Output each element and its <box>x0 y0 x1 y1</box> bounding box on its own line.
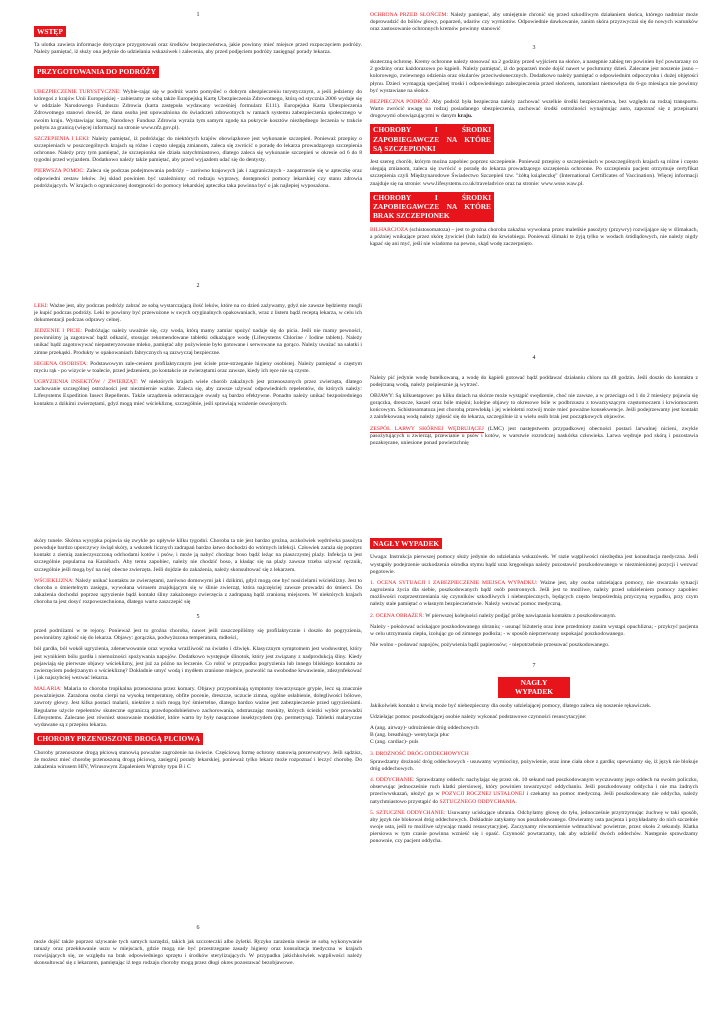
krew-paragraph: Jakikolwiek kontakt z krwią może być niebezpieczny dla osoby udzielającej pomocy, dlatego zaleca się noszenie rękawiczek. <box>370 702 652 709</box>
choroby-plciowe-paragraph: Choroby przenoszone drogą płciową stanowią poważne zagrożenie na świecie. Częściową formę ochrony stanowią prezerwatywy. Jeśli sądzisz, że możesz mieć chorobę przenoszoną drogą płciową, zasięgnij porady lekarskiej, ponieważ tylko lekarz może rozpoznać i leczyć chorobę. Do zakażenia wirusem HIV, Wirusowym Zapaleniem Wątroby typu B i C <box>34 749 362 770</box>
leki-lead: LEKI: <box>34 302 49 309</box>
ugryzienia-text: W niektórych krajach wiele chorób zakaźnych jest przenoszonych przez zwierzęta, dlatego zachowanie szczególnej ostrożności jest niezmiernie ważne. Zaleca się, aby zawsze używać odpowiednich repelentów, do których należy: Lifesystems Expedition Insect Repellents. Także urządzenia odstraszające owady są bardzo efektywne. Ponadto należy unikać bezpośredniego kontaktu z dzikimi zwierzętami, gdyż mogą mieć wściekliznę, szczególnie, jeśli sprawiają wrażenie oswojonych. <box>34 379 362 407</box>
abc-b: B (ang. breathing)- wentylacja płuc <box>370 732 450 739</box>
malaria-lead: MALARIA: <box>34 686 62 693</box>
nalezy-paragraph: Należy - położować uciskające poszkodowanego ubraniu; - usunąć biżuterię oraz inne przedmioty zanim wystąpi opuchlizna; - przykryć pacjenta w celu utrzymania ciepła, izolując go od zimnego podłoża; - w sposób nieprzerwany uspokajać poszkodowanego. <box>370 623 698 637</box>
resuscytacja-paragraph: Udzielając pomoc poszkodującej osobie należy wykonać podstawowe czynności resuscytacyjne: <box>370 713 587 720</box>
section-heading-nagly-wypadek: NAGŁY WYPADEK <box>370 538 442 549</box>
malaria-paragraph <box>34 686 362 729</box>
abc-list <box>370 725 698 746</box>
malaria-text: Malaria to choroba tropikalna przenoszona przez komary. Objawy przypominają symptomy towarzyszące grypie, lecz są znacznie poważniejsze. Zarażona osoba cierpi na wysoką temperaturę, obfite pocenie, dreszcze, uczucie zimna, ogólne osłabienie, dolegliwości bólowe, zawroty głowy. Jest kilka postaci malarii, niektóre z nich mogą być śmiertelne, dlatego bardzo ważne jest zabezpieczenie przed ugryzieniami. Regularne użycie repelentów skuteczne ograniczą prawdopodobieństwo zachorowania, odstraszając moskity, których ścieżki wybór prowadzi Lifesystems. Zalecane jest również stosowanie moskitier, które warto by były nasączone insektycydem (np. permetryną). Tabletki malaryczne wydawane są z przepisu lekarza. <box>34 686 362 728</box>
section-heading-przygotowania: PRZYGOTOWANIA DO PODRÓŻY <box>34 66 159 77</box>
bezpieczna-podroz-text: Aby podróż była bezpieczna należy zachować wszelkie środki bezpieczeństwa, bez względu na rodzaj transportu. Warto zwrócić uwagę na rodzaj posiadanego ubezpieczenia, zachować środki ostrożności wynajmując auto, zapoznać się z przepisami drogowymi obowiązującymi w danym <box>370 98 698 120</box>
section-heading-wstep: WSTĘP <box>34 26 66 37</box>
wscieklizna-lead: WŚCIEKLIZNA: <box>34 577 74 584</box>
higiena-text: Podstawowym zale-ceniem profilaktycznym jest ścisłe prze-strzeganie higieny osobistej. Należy pamiętać o częstym myciu rąk - po wizycie w toalecie, przed jedzeniem, po kontakcie ze zwierzętami oraz zawsze, kiedy ich ręce nie są czyste. <box>34 360 362 374</box>
pierwsza-pomoc-lead: PIERWSZA POMOC: <box>34 168 85 175</box>
page-number: 3 <box>532 45 536 52</box>
ugryzienia-paragraph <box>34 379 362 408</box>
zespol-larwy-lead: ZESPÓŁ LARWY SKÓRNEJ WĘDRUJĄCEJ <box>370 425 484 432</box>
narzedzia-paragraph: może dojść także poprzez używanie tych samych narzędzi, takich jak szczoteczki albo żyletki. Ryzyko zarażenia niesie ze sobą wykonywanie tatuaży oraz przekłuwanie uszu w miejscach, gdzie mogą nie być przestrzegane zasady higieny oraz konsultacja medyczna w krajach rozwijających się, ze względu na brak odpowiedniego sprzętu i środków sterylizujących. W przypadku jakichkolwiek wątpliwości należy skonsultować się z lekarzem, pamiętając iż tego rodzaju choroby mogą przez długi okres pozostawać bezobjawowe. <box>34 938 362 967</box>
wscieklizna-paragraph <box>34 578 362 607</box>
oddychanie-text-1: Sprawdzamy oddech: nachylając się przez ok. 10 sekund nad poszkodowanym wyczuwamy jego oddech na swoim policzku, obserwując jednocześnie ruch klatki piersiowej, który powinien towarzyszyć oddychaniu. Jeśli poszkodowany oddycha i nie ma żadnych przeciwwskazań, ułożyć go w <box>370 777 699 798</box>
abc-c: C (ang. cardiac)- puls <box>370 739 419 746</box>
droznosc-heading: 3. DROŻNOŚĆ DRÓG ODDECHOWYCH <box>370 750 469 757</box>
skora-paragraph: skóry tunele. Skórna wysypka pojawia się zwykle po upływie kilku tygodni. Choroba ta nie jest bardzo groźna, aczkolwiek wędrówka pasożyta powoduje bardzo uporczywy świąd skóry, a wskutek licznych zadrapań bardzo łatwo dochodzi do wtórnych infekcji. Człowiek zaraża się poprzez kontakt z ziemią zanieczyszczoną odchodami kotów i psów, i może ją nabyć chodząc boso bądź leżąc na piaszczystej plaży. Infekcja ta jest szczególnie popularna na Karaibach. Aby temu zapobiec, należy nie chodzić boso, a kładąc się na plaży zawsze trzeba używać ręcznik, szczególnie jeśli mogą być na niej obecne zwierzęta. Jeśli dojdzie do zakażenia, należy skonsultować się z lekarzem. <box>34 538 362 573</box>
page-1 <box>34 12 362 194</box>
wscieklizna-cont-paragraph: przed podróżami w te rejony. Ponieważ jest to groźna choroba, nawet jeśli zaszczepiliśmy się profilaktycznie i doszło do pogryzienia, powinniśmy zgłosić się do lekarza. Objawy: gorączka, podwyższona temperatura, mdłości, <box>34 628 362 642</box>
ocena-obrazen-text: W pierwszej kolejności należy podjąć próbę nawiązania kontaktu z poszkodowanym. <box>423 612 617 619</box>
jedzenie-text: Podróżując należy uważnie się, czy woda, którą mamy zamiar spożyć nadaje się do picia. Jeśli nie mamy pewności, powinniśmy ją zagotować bądź odkazić, stosując rekomendowane tabletki odkażające wodę (Lifesystems Chlorine / Iodine tablets). Należy unikać bądź zagotowywać niepasteryzowane mleko, pamiętać aby pożywienie było gotowane i serwowane na gorąco. Należy uważać na sałatki i zimne przekąski. Produkty w opakowaniach fabrycznych są zazwyczaj bezpieczne. <box>34 328 362 356</box>
pierwsza-pomoc-paragraph <box>34 168 362 189</box>
uwaga-paragraph: Uwaga: Instrukcja pierwszej pomocy służy jedynie do udzielania wskazówek. W razie wątpliwości niezbędna jest konsultacja medyczna. Jeśli wystąpiły podejrzenie uszkodzenia ośrodka stymu bądź uraz kręgosłupa należy pozostawić poszkodowanego w niezmienionej pozycji i wezwać pogotowie. <box>370 554 698 575</box>
ubezpieczenie-text: Wybie-rając się w podróż warto pomyśleć o dobrym ubezpieczeniu turystycznym, a jeśli jedziemy do któregoś z krajów Unii Europejskiej - zabieramy ze sobą także Europejską Kartę Ubezpieczenia Zdrowotnego, którą od stycznia 2006 wydaje się w oddziale Narodowego Funduszu Zdrowia (karta zastępuła wydawany wcześniej formularz E111). Europejska Karta Ubezpieczenia Zdrowotnego stanowi dowód, że dana osoba jest upoważniona do świadczeń zdrowotnych w ramach systemu zabezpieczenia społecznego w swoim kraju. Wystawiając kartę, Narodowy Fundusz Zdrowia wyraża tym samym zgodę na pokrycie kosztów niezbędnego leczenia w trakcie pobytu za granicą (więcej informacji na stronie www.nfz.gov.pl). <box>34 88 362 131</box>
ochrona-paragraph <box>370 12 698 33</box>
szczepionki-paragraph: Jest szereg chorób, którym można zapobiec poprzez szczepienie. Ponieważ przepisy o szczepieniach w poszczególnych krajach są różne i często ulegają zmianom, zaleca się zwrócić o poradę do lekarza prowadzącego szczepienia ochronne. Po szczepieniu pacjent otrzymuje certyfikat szczepienia czyli Międzynarodowe Świadectwo Szczepień tzw. "żółtą książeczkę" (International Certificates of Vaccination). Więcej informacji znajduje się na stronie: www.lifesystems.co.uk/traveladvice oraz na stronie: www.wsse.waw.pl. <box>370 159 698 187</box>
page-number: 5 <box>196 614 200 621</box>
zespol-larwy-text: (LMC) jest następstwem przypadkowej obecności postaci larwalnej nicieni, zwykle pasożytujących u zwierząt, przewianie u psów i kotów, w warstwie rozrodczej naskórka człowieka. Larwa wędruje pod skórą i pozostawia pozakręcane, uniesione ponad powierzchnię <box>370 425 699 446</box>
ocena-obrazen-paragraph <box>370 613 698 620</box>
page-4 <box>370 355 698 451</box>
ochrona-text: Należy pamiętać, aby umiejętnie chronić się przed szkodliwym działaniem słońca, którego nadmiar może doprowadzić do bólów głowy, poparzeń, udarów czy wymiotów. Odpowiednie dawkowanie, zanim skóra przyzwyczai się do nowych warunków oraz zastosowanie ochronnych kremów powinny stanowić <box>370 12 698 33</box>
section-heading-nagly-wypadek-2: NAGŁY WYPADEK <box>498 677 570 698</box>
sun-paragraph: skuteczną ochronę. Kremy ochronne należy stosować na 2 godziny przed wyjściem na słońce, a następnie zabieg ten powinien być powtarzany co 2 godziny oraz każdorazowo po kąpieli. Należy pamiętać, iż do poparzeń może dojść nawet w pochmurny dzień. Zalecane jest noszenie jasno – kolorowego, zwiewnego odzienia oraz okularów przeciwsłonecznych. Dodatkowo należy pamiętać o odpowiednim odpoczynku i dużej objętości płynu. Dzieci wymagają specjalnej troski i odpowiedniego zabezpieczenia przed słońcem, natomiast niemowlęta do 6-go miesiąca nie powinny być wystawiane na słońce. <box>370 59 698 94</box>
nie-wolno-paragraph: Nie wolno - podawać napojów, pożywienia bądź papierosów; - niepotrzebnie przesuwać poszkodowanego. <box>370 642 610 649</box>
page-5 <box>34 538 362 775</box>
sztuczne-oddychanie-lead: 5. SZTUCZNE ODDYCHANIE: <box>370 809 446 816</box>
szczepienia-lead: SZCZEPIENIA I LEKI: <box>34 135 90 142</box>
higiena-paragraph <box>34 361 362 375</box>
pierwsza-pomoc-text: Zaleca się podczas podejmowania podróży – zarówno krajowych jak i zagranicznych - zaopatrzenie się w apteczkę oraz odpowiedni zestaw leków. Jej skład powinien być uzależniony od rodzaju wyprawy, dostępności pomocy lekarskiej czy stanu zdrowia podróżujących. W krajach o ograniczonej dostępności do pomocy lekarskiej apteczka taka powinna być o jak najlepiej wyposażona. <box>34 168 362 189</box>
ocena-sytuacji-text: Ważne jest, aby osoba udzielająca pomocy, nie stwarzała sytuacji zagrożenia życia dla siebie, poszkodowanych bądź osób postronnych. Jeśli jest to możliwe, należy przed udzieleniem pomocy zapobiec możliwości rozprzestrzeniania się czynników szkodliwych i niebezpiecznych, będących często bezpośrednią przyczyną wypadku, przy czym należy stale pamiętać o własnym bezpieczeństwie. Należy wezwać pomoc medyczną. <box>370 579 698 608</box>
woda-paragraph: Należy pić jedynie wodę butelkowaną, a wodę do kąpieli gotować bądź poddawać działaniu chloru na 48 godzin. Jeśli doszło do kontaktu z podejrzaną wodą, należy pośpiesznie ją wytrzeć. <box>370 374 698 388</box>
objawy-wscieklizny-paragraph: ból gardła, ból wokół ugryzienia, zdenerwowanie oraz wysoka wrażliwość na światło i dźwięk. Klasycznym symptomem jest wodowstręt, który jest wynikiem bólu gardła i niemożności spożywania napojów. Dodatkowo występuje ślinotok, który jest związany z nadprodukcją śliny. Kiedy pojawiają się pierwsze objawy wścieklizny, jest już za późno na leczenie. Co robić w przypadku pogryzienia lub innego bliskiego kontaktu ze zwierzęciem podejrzanym o wściekliznę? Dokładnie umyć wodą i mydłem zranione miejsce, pozwolić na swobodne krwawienie, zdezynfekować i jak najszybciej wezwać lekarza. <box>34 646 362 682</box>
leki-paragraph <box>34 303 362 324</box>
ubezpieczenie-paragraph <box>34 89 362 132</box>
wscieklizna-text: Należy unikać kontaktu ze zwierzętami, zarówno domowymi jak i dzikimi, gdyż mogą one być nosicielami wścieklizny. Jest to choroba o śmiertelnym zasięgu, wywołana wirusem znajdującym się w ślinie zwierząt, która najczęściej zawsze prowadzi do śmierci. Do zakażenia dochodzi poprzez ugryzienie bądź kontakt śliny zakażonego zwierzęcia z zadrapaną bądź zranioną miejscem. W niektórych krajach choroba ta jest dosyć rozpowszechniona, dlatego warto zaszczepić się <box>34 577 362 606</box>
zespol-larwy-paragraph <box>370 426 698 447</box>
sztuczne-oddychanie-paragraph <box>370 810 698 846</box>
page-6 <box>34 925 362 971</box>
page-number: 1 <box>196 12 200 18</box>
ugryzienia-lead: UGRYZIENIA INSEKTÓW / ZWIERZĄT: <box>34 379 138 386</box>
page-2 <box>34 283 362 412</box>
page-3 <box>370 12 698 252</box>
higiena-lead: HIGIENA OSOBISTA: <box>34 360 88 367</box>
ocena-sytuacji-paragraph <box>370 580 698 609</box>
bezpieczna-podroz-bold: kraju. <box>457 113 473 120</box>
ocena-obrazen-lead: 2. OCENA OBRAŻEŃ: <box>370 612 424 619</box>
jedzenie-paragraph <box>34 328 362 357</box>
section-heading-choroby-plciowe: CHOROBY PRZENOSZONE DROGĄ PŁCIOWĄ <box>34 733 203 744</box>
bilharcjoza-paragraph <box>370 227 698 248</box>
oddychanie-lead: 4. ODDYCHANIE: <box>370 777 415 784</box>
section-heading-brak-szczepionek: CHOROBY I ŚRODKI ZAPOBIEGAWCZE NA KTÓRE BRAK SZCZEPIONEK <box>370 192 494 222</box>
bilharcjoza-text: (schistosomatoza) – jest to groźna choroba zakaźna wywołana przez maleńkie pasożyty (przywry) rozwijające się w ślimakach, a później wnikające przez skórę żywiciel (lub ludzi) do krwiobiegu. Ponieważ ślimaki te żyją tylko w wodach śródlądowych, nie należy nigdy kąpać się ani myć, jeśli nie wiadomo na pewno, skąd wodę zaczerpnięto. <box>370 226 698 247</box>
page-number: 4 <box>532 355 536 361</box>
ocena-sytuacji-lead: 1. OCENA SYTUACJI I ZABEZPIECZENIE MIEJSCA WYPADKU: <box>370 579 538 586</box>
ochrona-lead: OCHRONA PRZED SŁOŃCEM: <box>370 12 449 18</box>
oddychanie-paragraph <box>370 777 698 806</box>
wstep-paragraph: Ta ulotka zawiera informacje dotyczące przygotowań oraz środków bezpieczeństwa, jakie powinny mieć miejsce przed rozpoczęciem podróży. Należy pamiętać, iż służy ona jedynie do udzielania wskazówek i zalecenia, aby przed podjęciem podróży zasięgnąć porady lekarza. <box>34 42 362 56</box>
bilharcjoza-lead: BILHARCJOZA <box>370 226 408 233</box>
objawy-paragraph: OBJAWY: Są kilkuetapowe: po kilku dniach na skórze może wystąpić swędzenie, choć nie zawsze, a w przeciągu od 1 do 2 miesięcy pojawia się gorączka, dreszcze, kaszel oraz bóle mięśni; kolejne objawy to okresowe bóle w podbrzuszu z towarzyszącym częstomoczem i krwiomoczem końcowym. Schistosomatoza jest chorobą przewlekłą i jej wieloletni rozwój może mieć poważne konsekwencje. Jeśli podejrzewamy jest kontakt z zainfekowaną wodą należy zgłosić się do lekarza, szczególnie iż u wielu osób brak jest początkowych objawów. <box>370 392 698 421</box>
page-number: 7 <box>532 663 536 670</box>
page-7 <box>370 538 698 849</box>
leki-text: Ważne jest, aby podczas podróży zabrać ze sobą wystarczającą ilość leków, które na co dzień zażywamy, gdyż nie zawsze będziemy mogli je kupić podczas podróży. Leki te powinny być przewożone w swych oryginalnych opakowaniach, wraz z listem bądź receptą lekarza, w celu ich dokumentacji podczas odprawy celnej. <box>34 302 362 323</box>
szczepienia-text: Należy pamiętać, iż podróżując do niektórych krajów obowiązkowe jest wykonanie szczepień. Ponieważ przepisy o szczepieniach w poszczególnych krajach są różne i często ulegają zmianom, zaleca się zwrócić o poradę do lekarza prowadzącego szczepienia ochronne. Należy przy tym pamiętać, że szczepionka nie działa natychmiastowo, dlatego zaleca się wykonanie szczepień w okresie od 6 do 8 tygodni przed wyjazdem. Dodatkowo należy także pamiętać, aby przed wyjazdem udać się do dentysty. <box>34 135 362 164</box>
page-number: 6 <box>196 925 200 931</box>
pozycja-boczna: POZYCJI BOCZNEJ USTALONEJ <box>441 791 525 798</box>
oddychanie-text-2: i czekamy na pomoc medyczną. Jeśli poszkodowany nie oddycha, należy natychmiastowo przystąpić do <box>370 791 698 805</box>
page-number: 2 <box>196 283 200 289</box>
bezpieczna-podroz-lead: BEZPIECZNA PODRÓŻ: <box>370 98 431 105</box>
sztuczne-oddychanie-ref: SZTUCZNEGO ODDYCHANIA. <box>439 798 517 805</box>
bezpieczna-podroz-paragraph <box>370 99 698 120</box>
abc-a: A (ang. airway)- udrożnienie dróg oddechowych <box>370 725 479 732</box>
sztuczne-oddychanie-text: Usuwamy uciskające ubrania. Odchylamy głowę do tyłu, jednocześnie przytrzymując żuchwę w taki sposób, aby język nie blokował dróg oddechowych. Dokładnie zatykamy nos poszkodowanego. Otwieramy usta pacjenta i przykładamy do nich szczelnie swoje usta, jeśli to możliwe używając maski resuscytacyjnej. Zaczynamy równomiernie wdmuchiwać powietrze, przez około 2 sekundy. Klatka piersiowa w tym czasie powinna wznieść się i opaść. Czynność powtarzamy, tak aby udzielić dwóch oddechów. Następnie sprawdzamy ponownie, czy pacjent oddycha. <box>370 809 698 845</box>
jedzenie-lead: JEDZENIE I PICIE: <box>34 328 83 335</box>
szczepienia-paragraph <box>34 136 362 165</box>
section-heading-szczepionki: CHOROBY I ŚRODKI ZAPOBIEGAWCZE NA KTÓRE SĄ SZCZEPIONKI <box>370 124 494 154</box>
droznosc-paragraph: Sprawdzamy drożność dróg oddechowych - usuwamy wymiociny, pożywienie, oraz inne ciała obce z gardła; upewniamy się, iż język nie blokuje dróg oddechowych. <box>370 758 698 772</box>
ubezpieczenie-lead: UBEZPIECZENIE TURYSTYCZNE: <box>34 88 121 95</box>
